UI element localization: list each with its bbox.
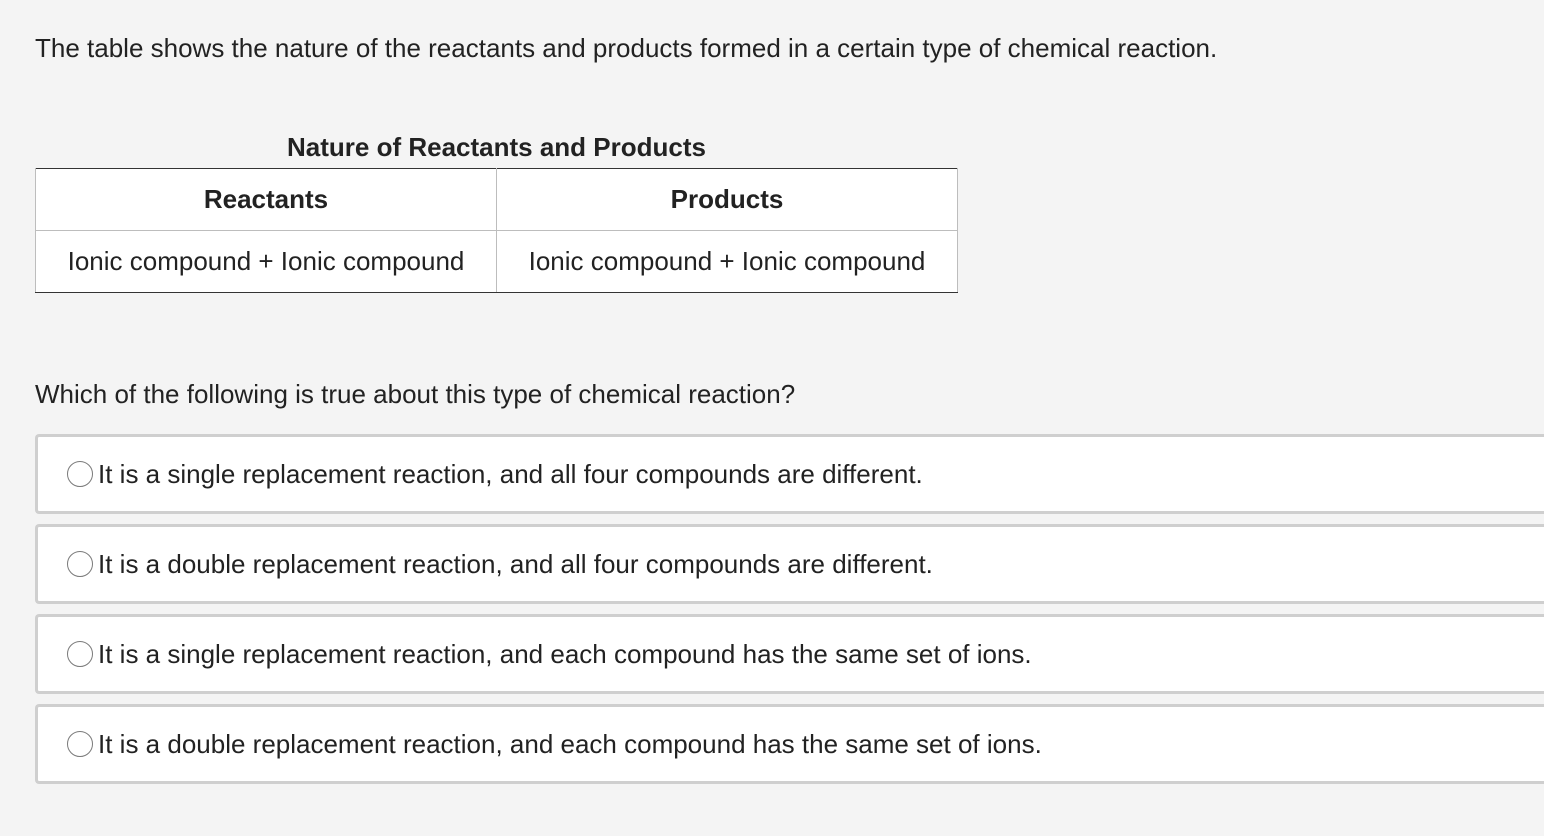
intro-text: The table shows the nature of the reactants and products formed in a certain type of chemical reaction. bbox=[35, 33, 1218, 63]
header-reactants: Reactants bbox=[36, 169, 497, 231]
table-header-row bbox=[36, 169, 958, 231]
answer-option-label: It is a double replacement reaction, and all four compounds are different. bbox=[98, 549, 933, 579]
reaction-table bbox=[35, 168, 958, 293]
answer-option-label: It is a single replacement reaction, and each compound has the same set of ions. bbox=[98, 639, 1032, 669]
radio-button-4[interactable] bbox=[67, 731, 93, 757]
radio-button-3[interactable] bbox=[67, 641, 93, 667]
answer-option-4[interactable] bbox=[35, 704, 1544, 784]
answer-options bbox=[35, 434, 1544, 794]
cell-reactants: Ionic compound + Ionic compound bbox=[36, 231, 497, 293]
cell-products: Ionic compound + Ionic compound bbox=[497, 231, 958, 293]
answer-option-label: It is a double replacement reaction, and each compound has the same set of ions. bbox=[98, 729, 1042, 759]
header-products: Products bbox=[497, 169, 958, 231]
answer-option-1[interactable] bbox=[35, 434, 1544, 514]
reaction-table-block bbox=[35, 130, 958, 293]
radio-button-1[interactable] bbox=[67, 461, 93, 487]
question-text: Which of the following is true about this type of chemical reaction? bbox=[35, 379, 796, 409]
radio-button-2[interactable] bbox=[67, 551, 93, 577]
table-caption: Nature of Reactants and Products bbox=[287, 132, 706, 162]
answer-option-label: It is a single replacement reaction, and all four compounds are different. bbox=[98, 459, 923, 489]
answer-option-3[interactable] bbox=[35, 614, 1544, 694]
answer-option-2[interactable] bbox=[35, 524, 1544, 604]
table-row bbox=[36, 231, 958, 293]
